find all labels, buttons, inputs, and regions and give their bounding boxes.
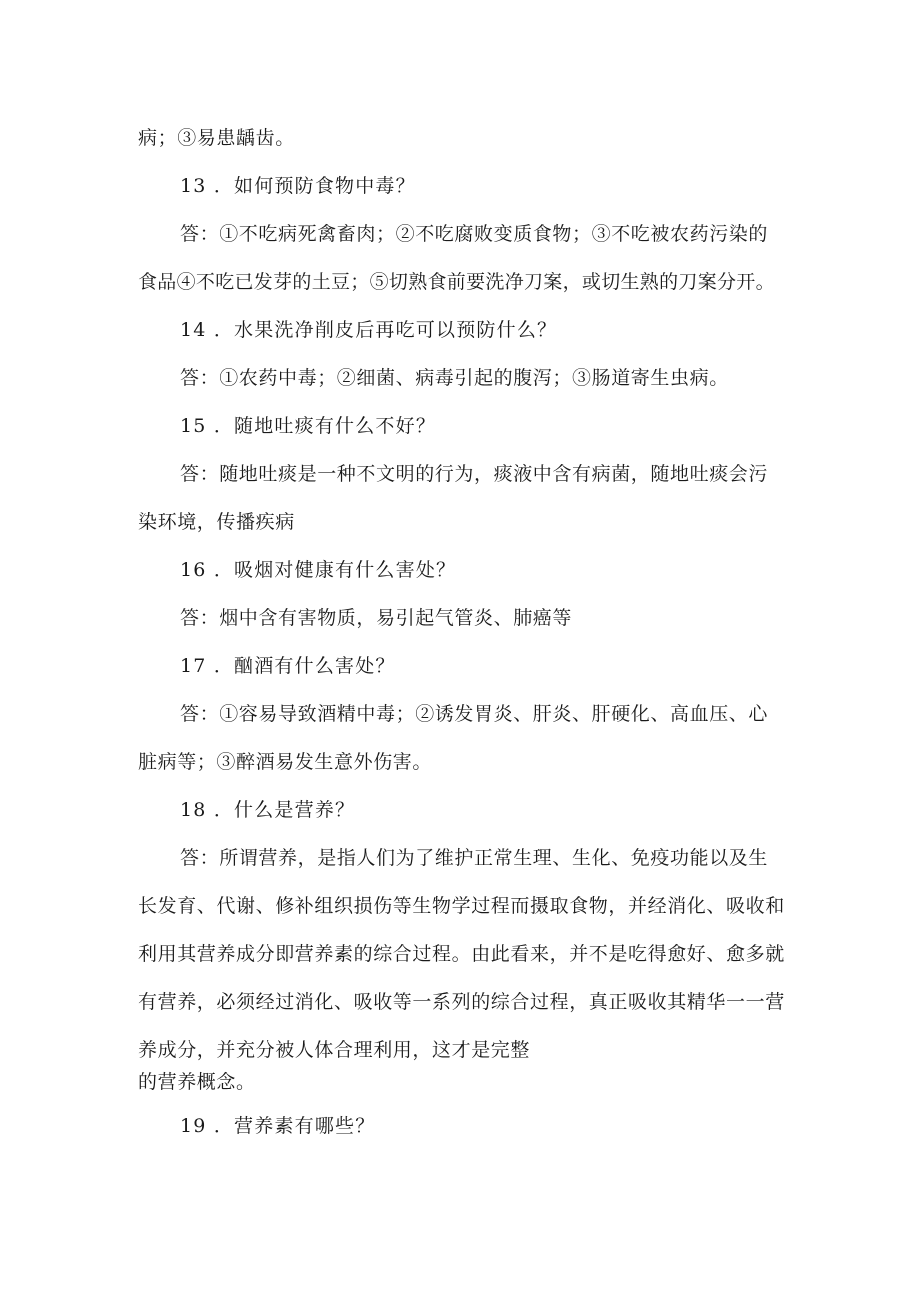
question-18: 18 ．什么是营养？	[180, 799, 356, 821]
answer-18-line: 的营养概念。	[138, 1071, 256, 1093]
question-14: 14 ．水果洗净削皮后再吃可以预防什么？	[180, 319, 558, 341]
answer-18-line: 有营养，必须经过消化、吸收等一系列的综合过程，真正吸收其精华一一营	[138, 991, 785, 1013]
answer-13-line: 食品④不吃已发芽的土豆；⑤切熟食前要洗净刀案，或切生熟的刀案分开。	[138, 271, 775, 293]
text-line: 病；③易患龋齿。	[138, 127, 295, 149]
answer-18-line: 养成分，并充分被人体合理利用，这才是完整	[138, 1039, 531, 1061]
answer-15-line: 答：随地吐痰是一种不文明的行为，痰液中含有病菌，随地吐痰会污	[180, 463, 769, 485]
answer-13-line: 答：①不吃病死禽畜肉；②不吃腐败变质食物；③不吃被农药污染的	[180, 223, 769, 245]
question-15: 15 ．随地吐痰有什么不好？	[180, 415, 437, 437]
answer-17-line: 脏病等；③醉酒易发生意外伤害。	[138, 751, 433, 773]
answer-14: 答：①农药中毒；②细菌、病毒引起的腹泻；③肠道寄生虫病。	[180, 367, 729, 389]
answer-17-line: 答：①容易导致酒精中毒；②诱发胃炎、肝炎、肝硬化、高血压、心	[180, 703, 769, 725]
answer-18-line: 长发育、代谢、修补组织损伤等生物学过程而摄取食物，并经消化、吸收和	[138, 895, 785, 917]
answer-15-line: 染环境，传播疾病	[138, 511, 295, 533]
answer-16: 答：烟中含有害物质，易引起气管炎、肺癌等	[180, 607, 573, 629]
answer-18-line: 答：所谓营养，是指人们为了维护正常生理、生化、免疫功能以及生	[180, 847, 769, 869]
answer-18-line: 利用其营养成分即营养素的综合过程。由此看来，并不是吃得愈好、愈多就	[138, 943, 785, 965]
question-16: 16 ．吸烟对健康有什么害处？	[180, 559, 457, 581]
question-13: 13 ．如何预防食物中毒？	[180, 175, 416, 197]
question-17: 17 ．酗酒有什么害处？	[180, 655, 396, 677]
question-19: 19 ．营养素有哪些？	[180, 1115, 376, 1137]
